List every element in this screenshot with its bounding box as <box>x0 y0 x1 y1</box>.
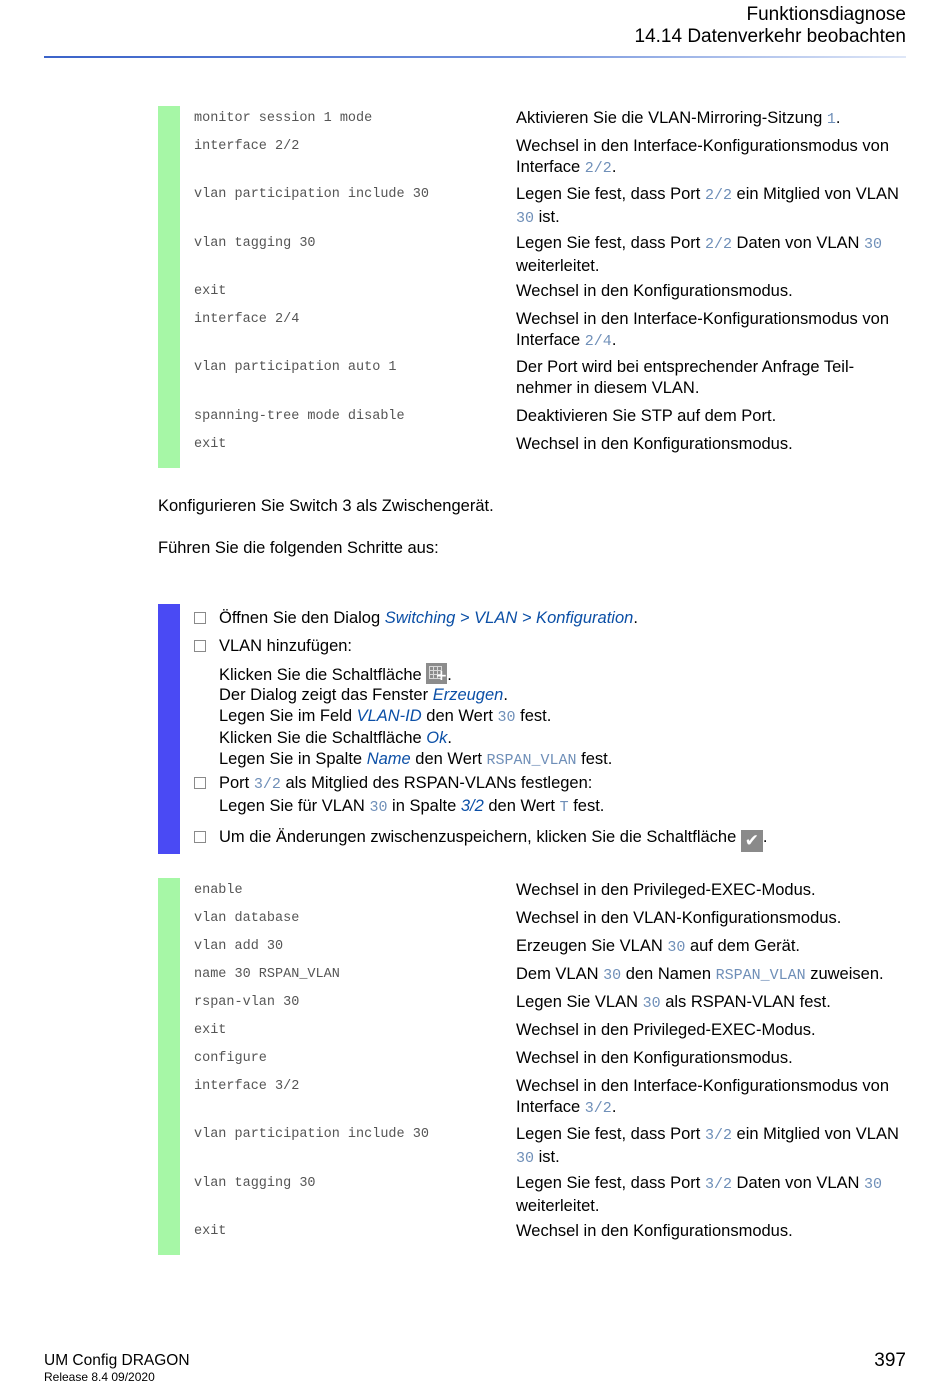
cli-command: rspan-vlan 30 <box>194 995 300 1010</box>
step-text: VLAN hinzufügen: <box>219 637 353 655</box>
add-table-icon <box>426 663 447 684</box>
inline-value: 30 <box>369 798 388 816</box>
ui-reference: Name <box>366 749 411 768</box>
step-text: Legen Sie für VLAN 30 in Spalte 3/2 den Wert T fest. <box>219 796 605 816</box>
command-description: Deaktivieren Sie STP auf dem Port. <box>516 407 777 425</box>
command-row <box>158 962 918 990</box>
command-row <box>158 906 918 934</box>
command-row <box>158 990 918 1018</box>
command-row <box>158 432 918 460</box>
command-description: Dem VLAN 30 den Namen RSPAN_VLAN zuweisen. <box>516 965 884 984</box>
command-description: Wechsel in den Konfigurationsmodus. <box>516 1049 793 1067</box>
inline-value: 2/4 <box>584 332 612 350</box>
inline-value: 2/2 <box>704 187 732 204</box>
inline-value: 2/2 <box>704 236 732 253</box>
command-row <box>158 404 918 432</box>
command-description: Erzeugen Sie VLAN 30 auf dem Gerät. <box>516 937 800 956</box>
command-description: Wechsel in den Interface-Konfigurationsmodus von Interface 3/2. <box>516 1077 889 1117</box>
save-check-icon: ✔ <box>741 830 763 852</box>
command-table-switch2 <box>158 106 918 468</box>
command-row <box>158 878 918 906</box>
command-description: Aktivieren Sie die VLAN-Mirroring-Sitzung 1. <box>516 109 841 128</box>
command-row <box>158 1074 918 1122</box>
cli-command: vlan tagging 30 <box>194 1176 316 1191</box>
step-text: Öffnen Sie den Dialog Switching > VLAN > Konfiguration. <box>219 609 638 627</box>
inline-value: T <box>559 798 569 816</box>
steps-block-bar <box>158 604 180 854</box>
inline-value: RSPAN_VLAN <box>715 967 806 984</box>
cli-command: vlan participation include 30 <box>194 187 429 202</box>
inline-value: 30 <box>603 967 622 984</box>
cli-command: monitor session 1 mode <box>194 111 373 126</box>
cli-command: exit <box>194 1224 227 1239</box>
inline-value: 1 <box>826 111 836 128</box>
ui-reference: Erzeugen <box>432 686 504 704</box>
command-description: Legen Sie fest, dass Port 2/2 ein Mitglied von VLAN 30 ist. <box>516 185 899 227</box>
inline-value: 30 <box>516 1149 535 1167</box>
command-description: Wechsel in den Konfigurationsmodus. <box>516 435 793 453</box>
step-open-dialog <box>194 608 638 629</box>
ui-reference: Ok <box>426 729 448 747</box>
ui-reference: Switching > VLAN > Konfiguration <box>384 609 634 627</box>
command-row <box>158 1171 918 1219</box>
command-row <box>158 355 918 404</box>
cli-command: spanning-tree mode disable <box>194 409 405 424</box>
step-checkbox <box>194 640 206 652</box>
inline-value: 30 <box>642 995 661 1012</box>
command-row <box>158 1122 918 1171</box>
section-title: 14.14 Datenverkehr beobachten <box>634 26 906 47</box>
ui-reference: VLAN-ID <box>356 706 422 725</box>
command-row <box>158 1219 918 1247</box>
inline-value: 30 <box>864 236 883 253</box>
inline-value: 30 <box>667 939 686 956</box>
cli-command: vlan database <box>194 911 300 926</box>
gui-steps-block <box>158 604 918 854</box>
cli-command: vlan participation include 30 <box>194 1127 429 1142</box>
header-rule <box>44 56 906 58</box>
command-description: Legen Sie fest, dass Port 3/2 ein Mitglied von VLAN 30 ist. <box>516 1125 899 1167</box>
cli-command: exit <box>194 437 227 452</box>
step-text: Um die Änderungen zwischenzuspeichern, klicken Sie die Schaltfläche ✔ . <box>219 828 768 851</box>
cli-command: configure <box>194 1051 267 1066</box>
inline-value: 30 <box>864 1176 883 1193</box>
command-description: Der Port wird bei entsprechender Anfrage Teil-nehmer in diesem VLAN. <box>516 358 855 397</box>
command-description: Wechsel in den Privileged-EXEC-Modus. <box>516 1021 816 1039</box>
step-text: Legen Sie in Spalte Name den Wert RSPAN_VLAN fest. <box>219 749 613 769</box>
cli-command: vlan add 30 <box>194 939 284 954</box>
command-description: Legen Sie VLAN 30 als RSPAN-VLAN fest. <box>516 993 831 1012</box>
inline-value: 30 <box>516 209 535 227</box>
command-description: Wechsel in den VLAN-Konfigurationsmodus. <box>516 909 842 927</box>
inline-value: 3/2 <box>253 776 281 793</box>
command-row <box>158 182 918 231</box>
cli-command: interface 3/2 <box>194 1079 300 1094</box>
command-row <box>158 134 918 182</box>
command-row <box>158 1018 918 1046</box>
cli-command: name 30 RSPAN_VLAN <box>194 967 340 982</box>
step-save <box>194 827 767 852</box>
command-description: Wechsel in den Interface-Konfigurationsmodus von Interface 2/2. <box>516 137 889 177</box>
cli-command: exit <box>194 284 227 299</box>
command-description: Wechsel in den Privileged-EXEC-Modus. <box>516 881 816 899</box>
step-text: Der Dialog zeigt das Fenster Erzeugen. <box>219 686 508 704</box>
step-add-vlan <box>194 636 612 771</box>
step-text: Legen Sie im Feld VLAN-ID den Wert 30 fest. <box>219 706 552 726</box>
steps-intro: Führen Sie die folgenden Schritte aus: <box>158 539 439 557</box>
step-checkbox <box>194 831 206 843</box>
cli-command: interface 2/4 <box>194 312 300 327</box>
command-description: Wechsel in den Konfigurationsmodus. <box>516 282 793 300</box>
command-row <box>158 106 918 134</box>
command-description: Legen Sie fest, dass Port 3/2 Daten von VLAN 30 weiterleitet. <box>516 1174 883 1215</box>
inline-value: 3/2 <box>704 1127 732 1144</box>
command-row <box>158 279 918 307</box>
step-checkbox <box>194 612 206 624</box>
step-checkbox <box>194 777 206 789</box>
cli-command: enable <box>194 883 243 898</box>
command-description: Legen Sie fest, dass Port 2/2 Daten von VLAN 30 weiterleitet. <box>516 234 883 275</box>
inline-value: 3/2 <box>704 1176 732 1193</box>
command-table-switch3 <box>158 878 918 1255</box>
page-number: 397 <box>874 1350 906 1371</box>
command-row <box>158 934 918 962</box>
chapter-title: Funktionsdiagnose <box>746 4 906 25</box>
command-row <box>158 231 918 279</box>
command-row <box>158 307 918 355</box>
step-text: Klicken Sie die Schaltfläche +. <box>219 663 612 686</box>
step-port-member <box>194 773 604 818</box>
cli-command: vlan tagging 30 <box>194 236 316 251</box>
page-header <box>635 4 906 48</box>
inline-value: 2/2 <box>584 159 612 177</box>
command-description: Wechsel in den Konfigurationsmodus. <box>516 1222 793 1240</box>
command-row <box>158 1046 918 1074</box>
page-footer <box>44 1352 190 1385</box>
inline-value: 3/2 <box>584 1099 612 1117</box>
manual-name: UM Config DRAGON <box>44 1352 190 1369</box>
inline-value: 30 <box>497 708 516 726</box>
cli-command: vlan participation auto 1 <box>194 360 397 375</box>
step-text: Port 3/2 als Mitglied des RSPAN-VLANs festlegen: <box>219 774 593 793</box>
cli-command: interface 2/2 <box>194 139 300 154</box>
inline-value: RSPAN_VLAN <box>486 751 577 769</box>
intro-paragraph: Konfigurieren Sie Switch 3 als Zwischengerät. <box>158 497 494 515</box>
command-description: Wechsel in den Interface-Konfigurationsmodus von Interface 2/4. <box>516 310 889 350</box>
release-info: Release 8.4 09/2020 <box>44 1370 155 1384</box>
step-text: Klicken Sie die Schaltfläche Ok. <box>219 729 452 747</box>
ui-reference: 3/2 <box>460 796 484 815</box>
cli-command: exit <box>194 1023 227 1038</box>
